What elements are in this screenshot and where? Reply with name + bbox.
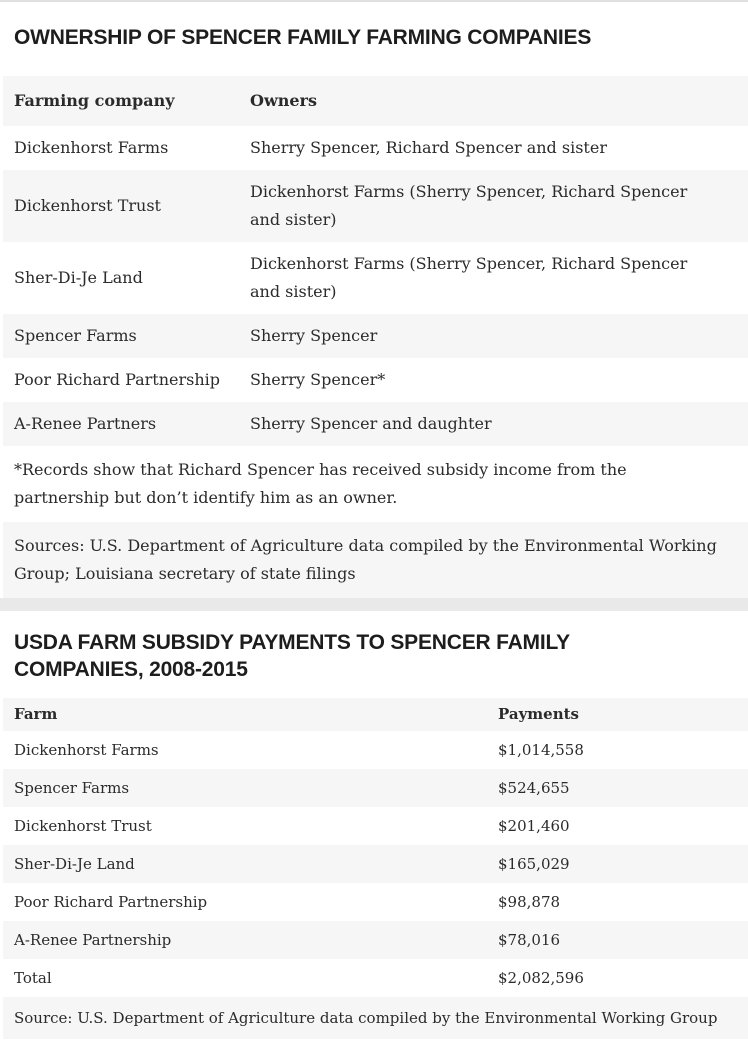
table-row xyxy=(3,126,748,170)
table-row xyxy=(3,807,748,845)
payment-cell: $201,460 xyxy=(498,817,570,835)
farming-company-cell: Sher-Di-Je Land xyxy=(14,268,143,287)
owners-cell: Dickenhorst Farms (Sherry Spencer, Richard Spencer and sister) xyxy=(250,182,688,229)
table-row xyxy=(3,358,748,402)
farm-cell: Dickenhorst Farms xyxy=(14,741,159,759)
table-row xyxy=(3,242,748,314)
table-row xyxy=(3,921,748,959)
ownership-header-row xyxy=(3,76,748,126)
payment-cell: $2,082,596 xyxy=(498,969,584,987)
owners-cell: Sherry Spencer xyxy=(250,326,378,345)
owners-cell: Sherry Spencer* xyxy=(250,370,386,389)
farming-company-cell: Dickenhorst Farms xyxy=(14,138,169,157)
sources-row xyxy=(3,522,748,598)
source-row xyxy=(3,997,748,1039)
payment-cell: $165,029 xyxy=(498,855,570,873)
sources-cell: Sources: U.S. Department of Agriculture data compiled by the Environmental Working Group; Louisiana secretary of state filings xyxy=(14,536,717,583)
table-row xyxy=(3,402,748,446)
table-row xyxy=(3,769,748,807)
owners-cell: Sherry Spencer, Richard Spencer and sister xyxy=(250,138,607,157)
footnote-row xyxy=(3,446,748,522)
farm-header: Farm xyxy=(14,705,58,723)
payments-header: Payments xyxy=(498,705,580,723)
table-row xyxy=(3,731,748,769)
ownership-table xyxy=(3,76,748,598)
farm-cell: Poor Richard Partnership xyxy=(14,893,208,911)
farming-company-cell: Dickenhorst Trust xyxy=(14,196,161,215)
payment-cell: $78,016 xyxy=(498,931,561,949)
farm-cell: Sher-Di-Je Land xyxy=(14,855,135,873)
farming-company-cell: Spencer Farms xyxy=(14,326,137,345)
table-row xyxy=(3,170,748,242)
table-row xyxy=(3,845,748,883)
farming-company-header: Farming company xyxy=(14,91,175,110)
farm-cell: Spencer Farms xyxy=(14,779,130,797)
ownership-card xyxy=(0,2,748,598)
subsidy-title: USDA FARM SUBSIDY PAYMENTS TO SPENCER FAMILY COMPANIES, 2008-2015 xyxy=(14,631,570,681)
total-row xyxy=(3,959,748,997)
footnote-cell: *Records show that Richard Spencer has received subsidy income from the partnership but don’t identify him as an owner. xyxy=(14,460,627,507)
owners-header: Owners xyxy=(250,91,317,110)
payment-cell: $524,655 xyxy=(498,779,570,797)
farm-cell: A-Renee Partnership xyxy=(14,931,172,949)
owners-cell: Dickenhorst Farms (Sherry Spencer, Richard Spencer and sister) xyxy=(250,254,688,301)
ownership-title: OWNERSHIP OF SPENCER FAMILY FARMING COMPANIES xyxy=(14,26,592,49)
subsidy-table xyxy=(3,698,748,1039)
subsidy-card xyxy=(0,611,748,1039)
payment-cell: $98,878 xyxy=(498,893,561,911)
owners-cell: Sherry Spencer and daughter xyxy=(250,414,492,433)
source-cell: Source: U.S. Department of Agriculture data compiled by the Environmental Working Group xyxy=(14,1009,718,1027)
farming-company-cell: Poor Richard Partnership xyxy=(14,370,221,389)
farming-company-cell: A-Renee Partners xyxy=(14,414,157,433)
table-row xyxy=(3,883,748,921)
subsidy-header-row xyxy=(3,698,748,731)
card-divider xyxy=(0,598,748,611)
farm-cell: Dickenhorst Trust xyxy=(14,817,152,835)
farm-cell: Total xyxy=(14,969,52,987)
table-row xyxy=(3,314,748,358)
payment-cell: $1,014,558 xyxy=(498,741,584,759)
